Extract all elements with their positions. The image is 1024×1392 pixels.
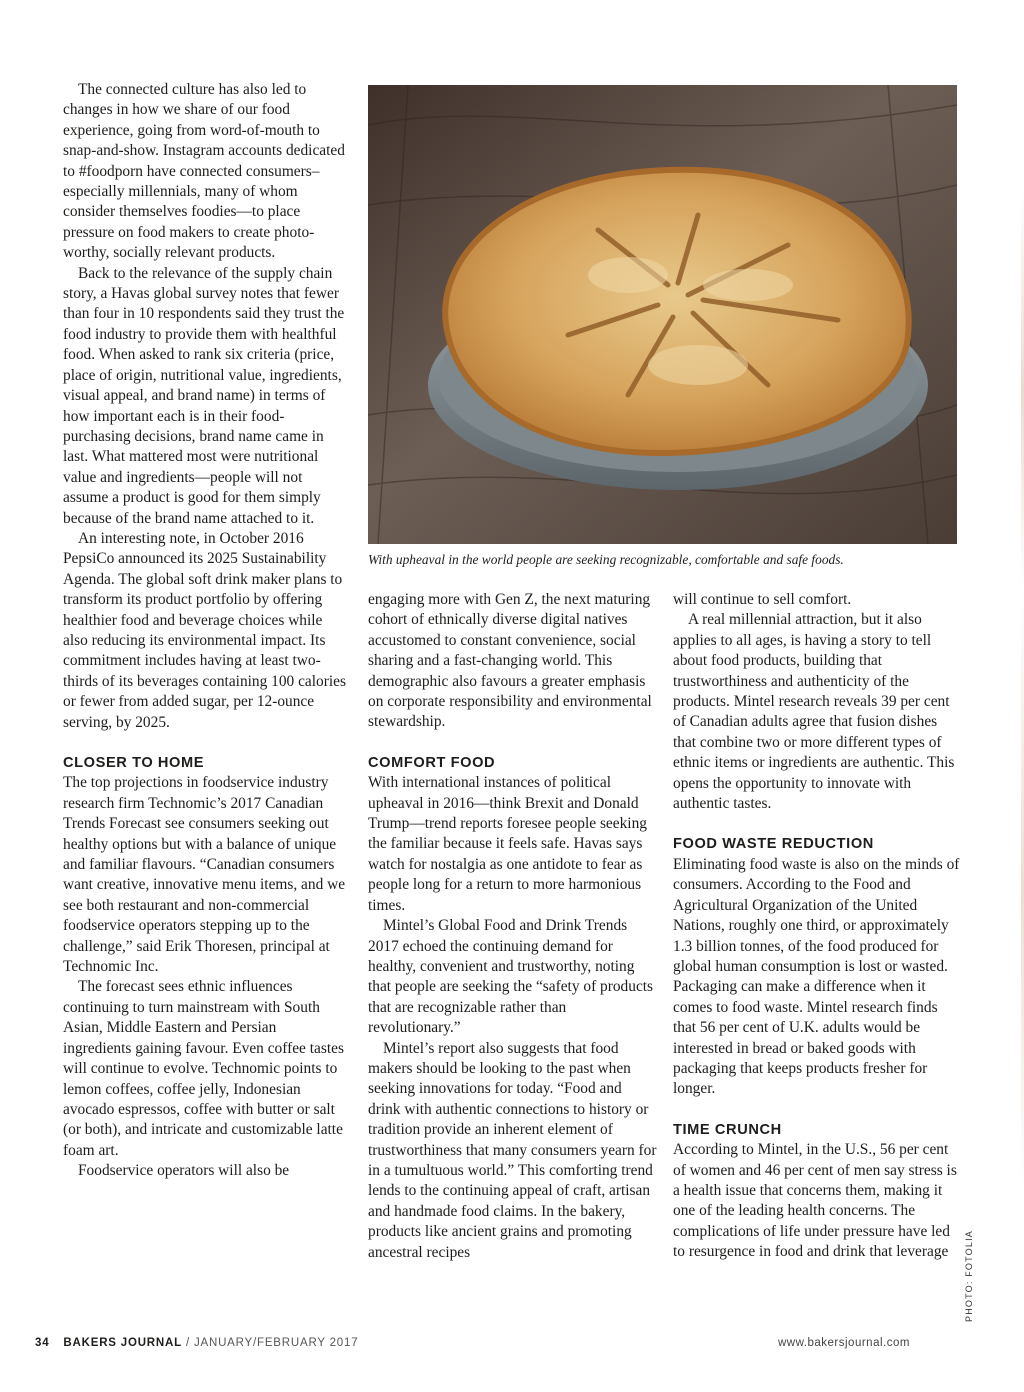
website-url: www.bakersjournal.com: [778, 1337, 910, 1349]
paragraph: Foodservice operators will also be: [78, 1162, 290, 1180]
paragraph: Mintel’s Global Food and Drink Trends 2017 echoed the continuing demand for healthy, convenient and trustworthy, noting that people are seeking the “safety of products that are recognizable rather than revolutionary.”: [368, 917, 654, 1037]
paragraph: With international instances of political upheaval in 2016—think Brexit and Donald Trump—trend reports foresee people seeking the familiar because it feels safe. Havas says watch for nostalgia as one antidote to fear as people long for a return to more harmonious times.: [368, 774, 647, 914]
apple-pie-image: [368, 85, 957, 544]
page-footer: [35, 1337, 935, 1355]
paragraph: Mintel’s report also suggests that food makers should be looking to the past when seeking innovations for today. “Food and drink with authentic connections to history or tradition provide an inherent element of trustworthiness that many consumers yearn for in a tumultuous world.” This comforting trend lends to the continuing appeal of craft, artisan and handmade food claims. In the bakery, products like ancient grains and promoting ancestral recipes: [368, 1039, 657, 1261]
issue-date: / JANUARY/FEBRUARY 2017: [181, 1337, 359, 1349]
section-heading-comfort-food: COMFORT FOOD: [368, 754, 496, 771]
section-heading-time-crunch: TIME CRUNCH: [673, 1121, 782, 1138]
paragraph: According to Mintel, in the U.S., 56 per cent of women and 46 per cent of men say stress is a health issue that concerns them, making it one of the leading health concerns. The complications of life under pressure have led to resurgence in food and drink that leverage: [673, 1141, 957, 1261]
section-heading-closer-to-home: CLOSER TO HOME: [63, 755, 205, 771]
section-heading-food-waste: FOOD WASTE REDUCTION: [673, 836, 874, 853]
column-2: [368, 590, 658, 1263]
column-3: [673, 590, 961, 1263]
paragraph: engaging more with Gen Z, the next maturing cohort of ethnically diverse digital natives accustomed to constant convenience, social sharing and a fast-changing world. This demographic also favours a greater emphasis on corporate responsibility and environmental stewardship.: [368, 591, 652, 731]
magazine-name: BAKERS JOURNAL: [63, 1337, 182, 1349]
paragraph: The top projections in foodservice industry research firm Technomic’s 2017 Canadian Trends Forecast see consumers seeking out healthy options but with a balance of unique and familiar flavours. “Canadian consumers want creative, innovative menu items, and we see both restaurant and non-commercial foodservice operators stepping up to the challenge,” said Erik Thoresen, principal at Technomic Inc.: [63, 774, 346, 976]
paragraph: An interesting note, in October 2016 PepsiCo announced its 2025 Sustainability Agenda. The global soft drink maker plans to transform its product portfolio by offering healthier food and beverage choices while also reducing its environmental impact. Its commitment includes having at least two-thirds of its beverages containing 100 calories or fewer from added sugar, per 12-ounce serving, by 2025.: [63, 529, 346, 731]
paragraph: The connected culture has also led to changes in how we share of our food experience, going from word-of-mouth to snap-and-show. Instagram accounts dedicated to #foodporn have connected consumers–especially millennials, many of whom consider themselves foodies—to place pressure on food makers to create photo-worthy, socially relevant products.: [63, 81, 345, 262]
paragraph: Back to the relevance of the supply chain story, a Havas global survey notes that fewer than four in 10 respondents said they trust the food industry to provide them with healthful food. When asked to rank six criteria (price, place of origin, nutritional value, ingredients, visual appeal, and brand name) in terms of how important each is in their food-purchasing decisions, brand name came in last. What mattered most were nutritional value and ingredients—people will not assume a product is good for them simply because of the brand name attached to it.: [63, 264, 345, 527]
paragraph: A real millennial attraction, but it also applies to all ages, is having a story to tell about food products, building that trustworthiness and authenticity of the products. Mintel research reveals 39 per cent of Canadian adults agree that fusion dishes that combine two or more different types of ethnic items or ingredients are authentic. This opens the opportunity to innovate with authentic tastes.: [673, 611, 955, 813]
photo-caption: With upheaval in the world people are seeking recognizable, comfortable and safe foods.: [368, 552, 844, 567]
paragraph: The forecast sees ethnic influences continuing to turn mainstream with South Asian, Middle Eastern and Persian ingredients gaining favour. Even coffee tastes will continue to evolve. Technomic points to lemon coffees, coffee jelly, Indonesian avocado espressos, coffee with butter or salt (or both), and intricate and customizable latte foam art.: [63, 978, 344, 1159]
pie-photo: [368, 85, 957, 544]
page-number: 34: [35, 1337, 50, 1349]
paragraph: will continue to sell comfort.: [673, 591, 852, 608]
paragraph: Eliminating food waste is also on the minds of consumers. According to the Food and Agricultural Organization of the United Nations, roughly one third, or approximately 1.3 billion tonnes, of the food produced for global human consumption is lost or wasted. Packaging can make a difference when it comes to food waste. Mintel research finds that 56 per cent of U.K. adults would be interested in bread or baked goods with packaging that keeps products fresher for longer.: [673, 855, 960, 1098]
column-1: [63, 80, 347, 1182]
photo-credit: PHOTO: FOTOLIA: [964, 1230, 974, 1322]
